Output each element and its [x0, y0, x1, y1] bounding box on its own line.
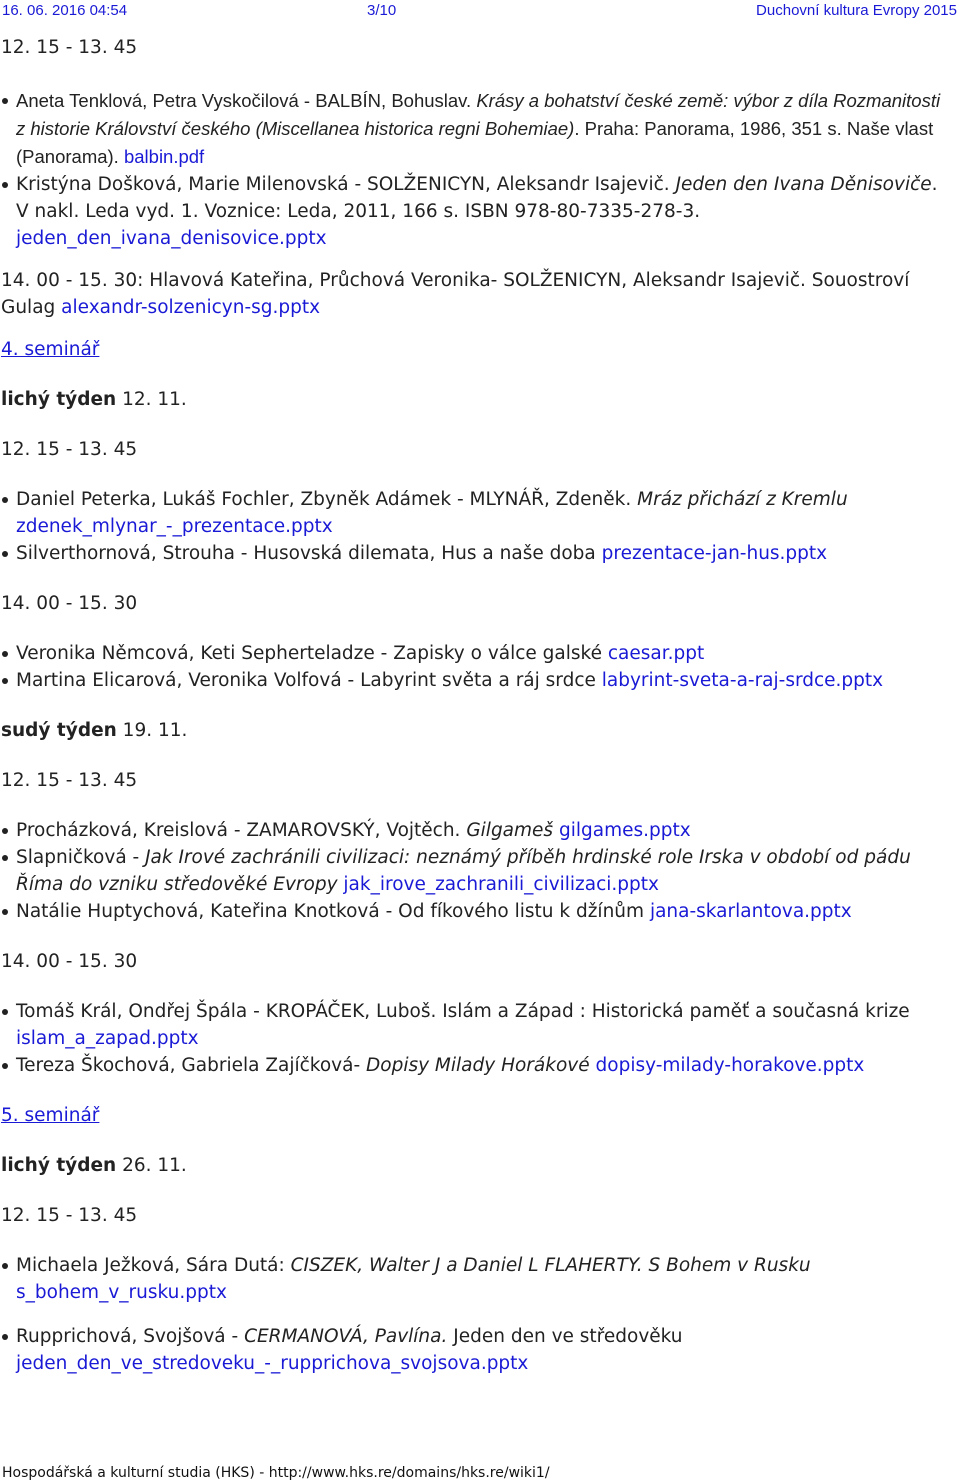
file-link[interactable]: prezentace-jan-hus.pptx: [601, 543, 828, 564]
time-slot: 12. 15 - 13. 45: [1, 37, 138, 58]
page-footer: Hospodářská a kulturní studia (HKS) - http://www.hks.re/domains/hks.re/wiki1/: [2, 1465, 550, 1481]
week-line: sudý týden 19. 11.: [1, 720, 188, 741]
presentation-list: [0, 486, 950, 567]
seminar-heading-link[interactable]: 5. seminář: [1, 1105, 100, 1126]
list-item: Silverthornová, Strouha - Husovská dilemata, Hus a naše doba prezentace-jan-hus.pptx: [16, 540, 950, 567]
list-item: Kristýna Došková, Marie Milenovská - SOLŽENICYN, Aleksandr Isajevič. Jeden den Ivana Děnisoviče. V nakl. Leda vyd. 1. Voznice: Leda, 2011, 166 s. ISBN 978-80-7335-278-3. jeden_den_ivana_denisovice.pptx: [16, 171, 950, 252]
time-slot-entry: 14. 00 - 15. 30: Hlavová Kateřina, Průchová Veronika- SOLŽENICYN, Aleksandr Isajevič. Souostroví Gulag alexandr-solzenicyn-sg.pptx: [1, 270, 910, 318]
seminar-heading-link[interactable]: 4. seminář: [1, 339, 100, 360]
file-link[interactable]: s_bohem_v_rusku.pptx: [16, 1282, 227, 1303]
presentation-list: [0, 87, 950, 252]
time-slot: 12. 15 - 13. 45: [1, 1205, 138, 1226]
file-link[interactable]: balbin.pdf: [123, 146, 205, 167]
presentation-list: [0, 817, 950, 925]
time-slot: 14. 00 - 15. 30: [1, 593, 138, 614]
file-link[interactable]: gilgames.pptx: [558, 820, 691, 841]
list-item: Veronika Němcová, Keti Sepherteladze - Zapisky o válce galské caesar.ppt: [16, 640, 950, 667]
list-item: Procházková, Kreislová - ZAMAROVSKÝ, Vojtěch. Gilgameš gilgames.pptx: [16, 817, 950, 844]
header-title-link[interactable]: Duchovní kultura Evropy 2015: [756, 2, 957, 19]
presentation-list: [0, 1323, 950, 1377]
time-slot: 14. 00 - 15. 30: [1, 951, 138, 972]
list-item: Michaela Ježková, Sára Dutá: CISZEK, Walter J a Daniel L FLAHERTY. S Bohem v Rusku s_bohem_v_rusku.pptx: [16, 1252, 950, 1306]
file-link[interactable]: alexandr-solzenicyn-sg.pptx: [61, 297, 321, 318]
file-link[interactable]: jak_irove_zachranili_civilizaci.pptx: [343, 874, 659, 895]
presentation-list: [0, 640, 950, 694]
file-link[interactable]: jeden_den_ve_stredoveku_-_rupprichova_svojsova.pptx: [16, 1353, 529, 1374]
time-slot: 12. 15 - 13. 45: [1, 770, 138, 791]
week-line: lichý týden 12. 11.: [1, 389, 187, 410]
page-header: [0, 0, 960, 22]
file-link[interactable]: jana-skarlantova.pptx: [649, 901, 852, 922]
week-line: lichý týden 26. 11.: [1, 1155, 187, 1176]
presentation-list: [0, 1252, 950, 1306]
list-item: Martina Elicarová, Veronika Volfová - Labyrint světa a ráj srdce labyrint-sveta-a-raj-srdce.pptx: [16, 667, 950, 694]
page-content: [0, 34, 950, 1377]
presentation-list: [0, 998, 950, 1079]
file-link[interactable]: dopisy-milady-horakove.pptx: [595, 1055, 865, 1076]
file-link[interactable]: caesar.ppt: [607, 643, 705, 664]
list-item: Daniel Peterka, Lukáš Fochler, Zbyněk Adámek - MLYNÁŘ, Zdeněk. Mráz přichází z Kremlu zdenek_mlynar_-_prezentace.pptx: [16, 486, 950, 540]
list-item: Natálie Huptychová, Kateřina Knotková - Od fíkového listu k džínům jana-skarlantova.pptx: [16, 898, 950, 925]
file-link[interactable]: islam_a_zapad.pptx: [16, 1028, 199, 1049]
header-page-number[interactable]: 3/10: [367, 2, 397, 19]
list-item: Aneta Tenklová, Petra Vyskočilová - BALBÍN, Bohuslav. Krásy a bohatství české země: výbor z díla Rozmanitosti z historie Království českého (Miscellanea historica regni Bohemiae). Praha: Panorama, 1986, 351 s. Naše vlast (Panorama). balbin.pdf: [16, 87, 950, 171]
header-date-link[interactable]: 16. 06. 2016 04:54: [2, 2, 128, 19]
seminar-heading: [0, 1102, 950, 1129]
file-link[interactable]: labyrint-sveta-a-raj-srdce.pptx: [601, 670, 884, 691]
time-slot: 12. 15 - 13. 45: [1, 439, 138, 460]
list-item: Rupprichová, Svojšová - CERMANOVÁ, Pavlína. Jeden den ve středověku jeden_den_ve_stredoveku_-_rupprichova_svojsova.pptx: [16, 1323, 950, 1377]
list-item: Tomáš Král, Ondřej Špála - KROPÁČEK, Luboš. Islám a Západ : Historická paměť a současná krize islam_a_zapad.pptx: [16, 998, 950, 1052]
file-link[interactable]: jeden_den_ivana_denisovice.pptx: [16, 228, 327, 249]
list-item: Tereza Škochová, Gabriela Zajíčková- Dopisy Milady Horákové dopisy-milady-horakove.pptx: [16, 1052, 950, 1079]
list-item: Slapničková - Jak Irové zachránili civilizaci: neznámý příběh hrdinské role Irska v období od pádu Říma do vzniku středověké Evropy jak_irove_zachranili_civilizaci.pptx: [16, 844, 950, 898]
seminar-heading: [0, 336, 950, 363]
file-link[interactable]: zdenek_mlynar_-_prezentace.pptx: [16, 516, 333, 537]
